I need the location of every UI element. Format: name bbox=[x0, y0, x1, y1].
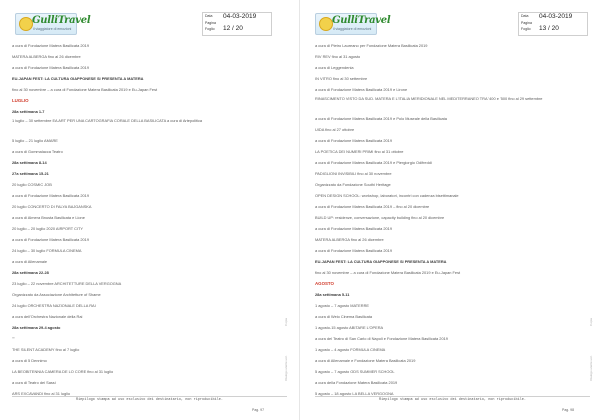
event-line: a cura di Allenamaie bbox=[12, 259, 48, 264]
event-line: fino al 30 novembre – a cura di Fondazione Matera Basilicata 2019 e Eu-Japan Fest bbox=[315, 270, 461, 275]
month-heading: AGOSTO bbox=[315, 281, 334, 286]
date-label: Data bbox=[521, 14, 529, 18]
event-line: fino al 30 novembre – a cura di Fondazione Matera Basilicata 2019 e Eu-Japan Fest bbox=[12, 87, 158, 92]
event-line: a cura del Teatro di San Carlo di Napoli e Fondazione Matera Basilicata 2019 bbox=[315, 336, 448, 341]
event-line: a cura di Allenamaie e Fondazione Matera Basilicata 2019 bbox=[315, 358, 416, 363]
date-value: 04-03-2019 bbox=[223, 13, 257, 20]
document-page-right bbox=[300, 0, 600, 420]
event-heading: EU-JAPAN FEST: LA CULTURA GIAPPONESE SI PRESENTA A MATERA bbox=[315, 259, 447, 264]
event-heading: EU-JAPAN FEST: LA CULTURA GIAPPONESE SI PRESENTA A MATERA bbox=[12, 76, 144, 81]
event-line: 24 luglio – 30 luglio FORMULA CINEMA bbox=[12, 248, 82, 253]
event-line: MATERA ALBERGA fino al 26 dicembre bbox=[315, 237, 384, 242]
event-line: OPEN DESIGN SCHOOL: workshop, laboratori, incontri con cadenza bisettimanale bbox=[315, 193, 459, 198]
event-line: MATERA ALBERGA fino al 26 dicembre bbox=[12, 54, 81, 59]
page-footer: Riepilogo stampa ad uso esclusivo dei destinatario, non riproducibile. bbox=[12, 396, 287, 403]
side-note: Dialogo utente ucc. bbox=[589, 355, 593, 381]
logo-tagline: il viaggiatore di emozioni bbox=[33, 27, 72, 31]
meta-box bbox=[202, 12, 272, 36]
meta-box bbox=[518, 12, 588, 36]
event-line: PADIGLIONI INVISIBILI fino al 30 novembre bbox=[315, 171, 392, 176]
event-line: a cura di Fondazione Matera Basilicata 2019 bbox=[12, 43, 89, 48]
event-line: 1 agosto-15 agosto ABITARE L'OPERA bbox=[315, 325, 384, 330]
event-line: 1 agosto – 4 agosto FORMULA CINEMA bbox=[315, 347, 386, 352]
side-note-copy: Copia bbox=[284, 318, 288, 326]
date-value: 04-03-2019 bbox=[539, 13, 573, 20]
sheet-value: 13 / 20 bbox=[539, 25, 559, 32]
event-line: 5 agosto – 18 agosto LA BELLA VERGOGNA bbox=[315, 391, 394, 396]
side-note: Dialogo utente ucc. bbox=[284, 355, 288, 381]
gullitravel-logo bbox=[15, 13, 91, 35]
event-line: IN VITRO fino al 30 settembre bbox=[315, 76, 368, 81]
event-line: a cura di Fondazione Matera Basilicata 2019 e Lirone bbox=[315, 87, 408, 92]
event-line: 5 luglio – 21 luglio AMARE bbox=[12, 138, 58, 143]
event-line: a cura di Fondazione Matera Basilicata 2019 bbox=[315, 226, 392, 231]
event-line: a cura di Fondazione Matera Basilicata 2019 e Piergiorgio Odifreddi bbox=[315, 160, 432, 165]
event-line: RIV REV fino al 31 agosto bbox=[315, 54, 361, 59]
event-line: a cura di Fondazione Matera Basilicata 2019 bbox=[315, 248, 392, 253]
event-line: 1 agosto – 7 agosto MATERRE bbox=[315, 303, 369, 308]
event-line: 5 agosto – 7 agosto ODS SUMMER SCHOOL bbox=[315, 369, 395, 374]
event-line: a cura di Almera Bnusta Basilicata e Lione bbox=[12, 215, 85, 220]
event-line: LA POETICA DEI NUMERI PRIMI fino al 31 ottobre bbox=[315, 149, 404, 154]
event-line: Organizzato da Fondazione Southi Heritage bbox=[315, 182, 391, 187]
gullitravel-logo bbox=[315, 13, 391, 35]
event-heading: 28a settimana 22-28 bbox=[12, 270, 49, 275]
event-line: a cura di Pietro Laureano per Fondazione Matera Basilicata 2019 bbox=[315, 43, 428, 48]
event-line: a cura di Fondazione Matera Basilicata 2019 – fino al 20 dicembre bbox=[315, 204, 430, 209]
event-line: 20 luglio COSMIC JOB bbox=[12, 182, 52, 187]
event-line: LA BEOBITENNIA CAMERA DE LO CORE fino al 31 luglio bbox=[12, 369, 114, 374]
article-body bbox=[12, 40, 292, 399]
event-line: a cura della Fondazione Matera Basilicata 2019 bbox=[315, 380, 398, 385]
event-line: a cura di 5 Dennimo bbox=[12, 358, 47, 363]
logo-brand-text: GulliTravel bbox=[32, 15, 91, 26]
page-number: Pag. 98 bbox=[562, 408, 575, 412]
event-heading: 28a settimana 1-7 bbox=[12, 109, 45, 114]
event-line: 23 luglio – 22 novembre ARCHITETTURE DELLA VERGOGNA bbox=[12, 281, 122, 286]
event-line: RINASCIMENTO VISTO DA SUD. MATERA E L'ITALIA MERIDIONALE NEL MEDITERRANEO TRA '400 e '500 fino al 29 settembre bbox=[315, 96, 543, 101]
event-heading: 28a settimana 5-11 bbox=[315, 292, 350, 297]
event-line: a cura di Fondazione Matera Basilicata 2019 bbox=[12, 193, 89, 198]
event-line: a cura di Teatro dei Sassi bbox=[12, 380, 56, 385]
logo-tagline: il viaggiatore di emozioni bbox=[333, 27, 372, 31]
date-label: Data bbox=[205, 14, 213, 18]
event-line: 1 luglio – 30 settembre EA ART PER UNA CARTOGRAFIA CORALE DELLA BASILICATA a cura di Artepolitica bbox=[12, 118, 203, 123]
event-line: 20 luglio CONCERTO DI FALYA BAJGANSKA bbox=[12, 204, 92, 209]
sun-icon bbox=[319, 17, 333, 31]
page-number: Pag. 97 bbox=[252, 408, 265, 412]
page-label: Pagina bbox=[521, 21, 532, 25]
event-line: a cura di Weio Cinema Basilicata bbox=[315, 314, 373, 319]
event-line: a cura dell'Orchestra Nazionale della Rai bbox=[12, 314, 83, 319]
page-label: Pagina bbox=[205, 21, 216, 25]
sun-icon bbox=[19, 17, 33, 31]
event-line: a cura di Gommalacca Teatro bbox=[12, 149, 63, 154]
event-line: "" bbox=[12, 336, 15, 341]
page-footer: Riepilogo stampa ad uso esclusivo dei destinatario, non riproducibile. bbox=[315, 396, 590, 403]
event-line: THE SILENT ACADEMY fino al 7 luglio bbox=[12, 347, 80, 352]
sheet-value: 12 / 20 bbox=[223, 25, 243, 32]
side-note-copy: Copia bbox=[589, 318, 593, 326]
event-line: a cura di Fondazione Matera Basilicata 2019 e Polo Museale della Basilicata bbox=[315, 116, 447, 121]
event-line: ARS EXCAVANDI fino al 31 luglio bbox=[12, 391, 71, 396]
event-line: Organizzato da Associazione Architetture of Shame bbox=[12, 292, 101, 297]
event-line: a cura di Fondazione Matera Basilicata 2019 bbox=[315, 138, 392, 143]
event-line: a cura di Fondazione Matera Basilicata 2019 bbox=[12, 237, 89, 242]
month-heading: LUGLIO bbox=[12, 98, 29, 103]
event-line: UIDA fino al 27 ottobre bbox=[315, 127, 355, 132]
event-line: 24 luglio ORCHESTRA NAZIONALE DELLA RAI bbox=[12, 303, 96, 308]
logo-brand-text: GulliTravel bbox=[332, 15, 391, 26]
article-body bbox=[315, 40, 595, 399]
event-heading: 28a settimana 8-14 bbox=[12, 160, 47, 165]
event-line: 20 luglio – 20 luglio 2020 AIRPORT CITY bbox=[12, 226, 84, 231]
event-line: a cura di Fondazione Matera Basilicata 2019 bbox=[12, 65, 89, 70]
sheet-label: Foglio bbox=[521, 27, 531, 31]
event-heading: 28a settimana 29-4 agosto bbox=[12, 325, 61, 330]
event-heading: 27a settimana 15-21 bbox=[12, 171, 49, 176]
event-line: BUILD UP: residenze, conversazione, capacity building fino al 20 dicembre bbox=[315, 215, 445, 220]
event-line: a cura di Leggendenia bbox=[315, 65, 354, 70]
sheet-label: Foglio bbox=[205, 27, 215, 31]
